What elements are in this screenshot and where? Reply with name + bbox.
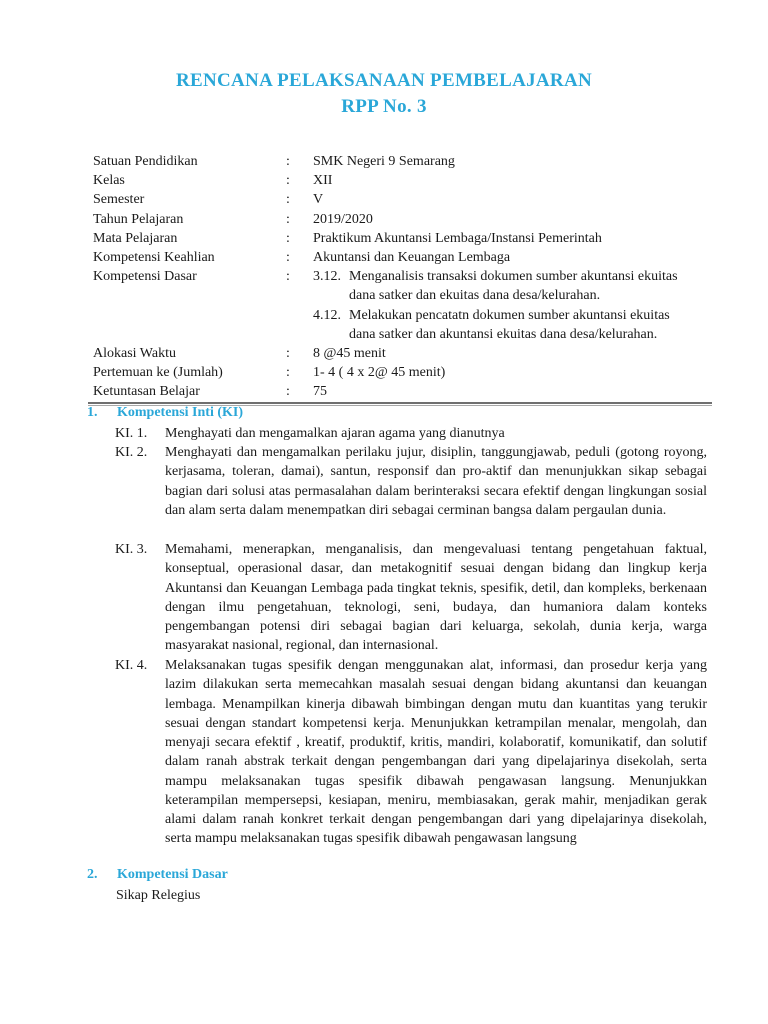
ki-text: Memahami, menerapkan, menganalisis, dan mengevaluasi tentang pengetahuan faktual, konseptual, operasional dasar, dan metakognitif sesuai dengan bidang dan lingkup kerja Akuntansi dan Keuangan Lembaga pada tingkat teknis, spesifik, detil, dan kompleks, berkenaan dengan ilmu pengetahuan, teknologi, seni, budaya, dan humaniora dalam konteks pengembangan potensi diri sebagai bagian dari keluarga, sekolah, dunia kerja, warga masyarakat nasional, regional, dan internasional. — [165, 542, 707, 654]
info-row-kompetensi-dasar — [93, 267, 713, 344]
info-value: 75 — [313, 384, 327, 400]
info-colon: : — [286, 211, 290, 227]
section-subheading: Sikap Relegius — [116, 888, 201, 903]
info-value: V — [313, 192, 324, 208]
ki-item-2 — [115, 443, 707, 520]
info-label: Mata Pelajaran — [93, 230, 178, 246]
info-row-keahlian — [93, 248, 713, 267]
info-row-alokasi — [93, 344, 713, 363]
section-number: 1. — [87, 405, 98, 420]
info-label: Ketuntasan Belajar — [93, 384, 200, 400]
info-label: Kelas — [93, 173, 125, 189]
ki-label: KI. 1. — [115, 426, 148, 441]
info-row-tahun — [93, 210, 713, 229]
info-label: Tahun Pelajaran — [93, 211, 184, 227]
info-value: Akuntansi dan Keuangan Lembaga — [313, 250, 511, 266]
info-colon: : — [286, 173, 290, 189]
info-value: SMK Negeri 9 Semarang — [313, 154, 455, 169]
info-colon: : — [286, 250, 290, 266]
info-colon: : — [286, 365, 290, 381]
ki-text: Menghayati dan mengamalkan ajaran agama yang dianutnya — [165, 426, 505, 441]
info-label: Semester — [93, 192, 145, 208]
section-heading-kd — [87, 867, 228, 883]
info-label: Satuan Pendidikan — [93, 154, 198, 169]
kd-text: Melakukan pencatatn dokumen sumber akuntansi ekuitas — [349, 307, 670, 323]
info-label: Kompetensi Keahlian — [93, 250, 215, 266]
document-subtitle: RPP No. 3 — [341, 96, 427, 117]
info-colon: : — [286, 192, 290, 208]
ki-label: KI. 4. — [115, 658, 148, 673]
info-value: 1- 4 ( 4 x 2@ 45 menit) — [313, 365, 446, 381]
ki-label: KI. 2. — [115, 445, 148, 460]
ki-text: Menghayati dan mengamalkan perilaku jujur, disiplin, tanggungjawab, peduli (gotong royong, kerjasama, toleran, damai), santun, responsif dan pro-aktif dan menunjukkan sikap sebagai bagian dari solusi atas permasalahan dalam berinteraksi secara efektif dengan lingkungan sosial dan alam serta dalam menempatkan diri sebagai cerminan bangsa dalam pergaulan dunia. — [165, 445, 707, 518]
kd-text: Menganalisis transaksi dokumen sumber akuntansi ekuitas — [349, 269, 678, 285]
info-colon: : — [286, 154, 290, 169]
info-row-semester — [93, 190, 713, 209]
divider-line — [88, 402, 712, 404]
info-label: Pertemuan ke (Jumlah) — [93, 365, 223, 381]
info-value: 8 @45 menit — [313, 346, 386, 362]
kd-item-4-12 — [313, 306, 713, 325]
info-label: Alokasi Waktu — [93, 346, 176, 362]
kd-number: 3.12. — [313, 269, 341, 285]
section-title: Kompetensi Inti (KI) — [117, 405, 243, 420]
ki-label: KI. 3. — [115, 542, 148, 557]
ki-item-1 — [115, 424, 707, 443]
info-row-pertemuan — [93, 363, 713, 382]
kd-number: 4.12. — [313, 307, 341, 323]
kd-item-3-12 — [313, 267, 713, 286]
info-value: 2019/2020 — [313, 211, 373, 227]
ki-item-4 — [115, 656, 707, 849]
info-value: XII — [313, 173, 333, 189]
section-title: Kompetensi Dasar — [117, 867, 228, 882]
info-row-mapel — [93, 229, 713, 248]
kd-text-continued: dana satker dan akuntansi ekuitas dana desa/kelurahan. — [349, 326, 658, 342]
section-number: 2. — [87, 867, 98, 882]
info-row-satuan — [93, 152, 713, 171]
document-title: RENCANA PELAKSANAAN PEMBELAJARAN — [175, 70, 592, 91]
info-colon: : — [286, 269, 290, 285]
info-row-kelas — [93, 171, 713, 190]
kd-text-continued: dana satker dan ekuitas dana desa/kelurahan. — [349, 288, 601, 304]
identity-table — [93, 152, 713, 402]
ki-item-3 — [115, 540, 707, 656]
info-colon: : — [286, 346, 290, 362]
ki-text: Melaksanakan tugas spesifik dengan menggunakan alat, informasi, dan prosedur kerja yang lazim dilakukan serta memecahkan masalah sesuai dengan bidang akuntansi dan keuangan lembaga. Menampilkan kinerja dibawah bimbingan dengan mutu dan kuantitas yang terukir sesuai dengan standart kompetensi kerja. Menunjukkan ketrampilan menalar, mengolah, dan menyaji secara efektif , kreatif, produktif, kritis, mandiri, kolaboratif, komunikatif, dan solutif dalam ranah abstrak terkait dengan pengembangan dari yang dipelajarinya disekolah, serta mampu melaksanakan tugas spesifik dibawah pengawasan langsung. Menunjukkan keterampilan mempersepsi, kesiapan, meniru, membiasakan, gerak mahir, menjadikan gerak alami dalam ranah konkret terkait dengan pengembangan dari yang dipelajarinya disekolah, serta mampu melaksanakan tugas spesifik dibawah pengawasan langsung — [165, 658, 707, 847]
section-heading-ki — [87, 405, 243, 421]
info-label: Kompetensi Dasar — [93, 269, 197, 285]
info-row-ketuntasan — [93, 382, 713, 401]
kd-list — [313, 267, 713, 344]
info-value: Praktikum Akuntansi Lembaga/Instansi Pemerintah — [313, 230, 602, 246]
info-colon: : — [286, 230, 290, 246]
info-colon: : — [286, 384, 290, 400]
